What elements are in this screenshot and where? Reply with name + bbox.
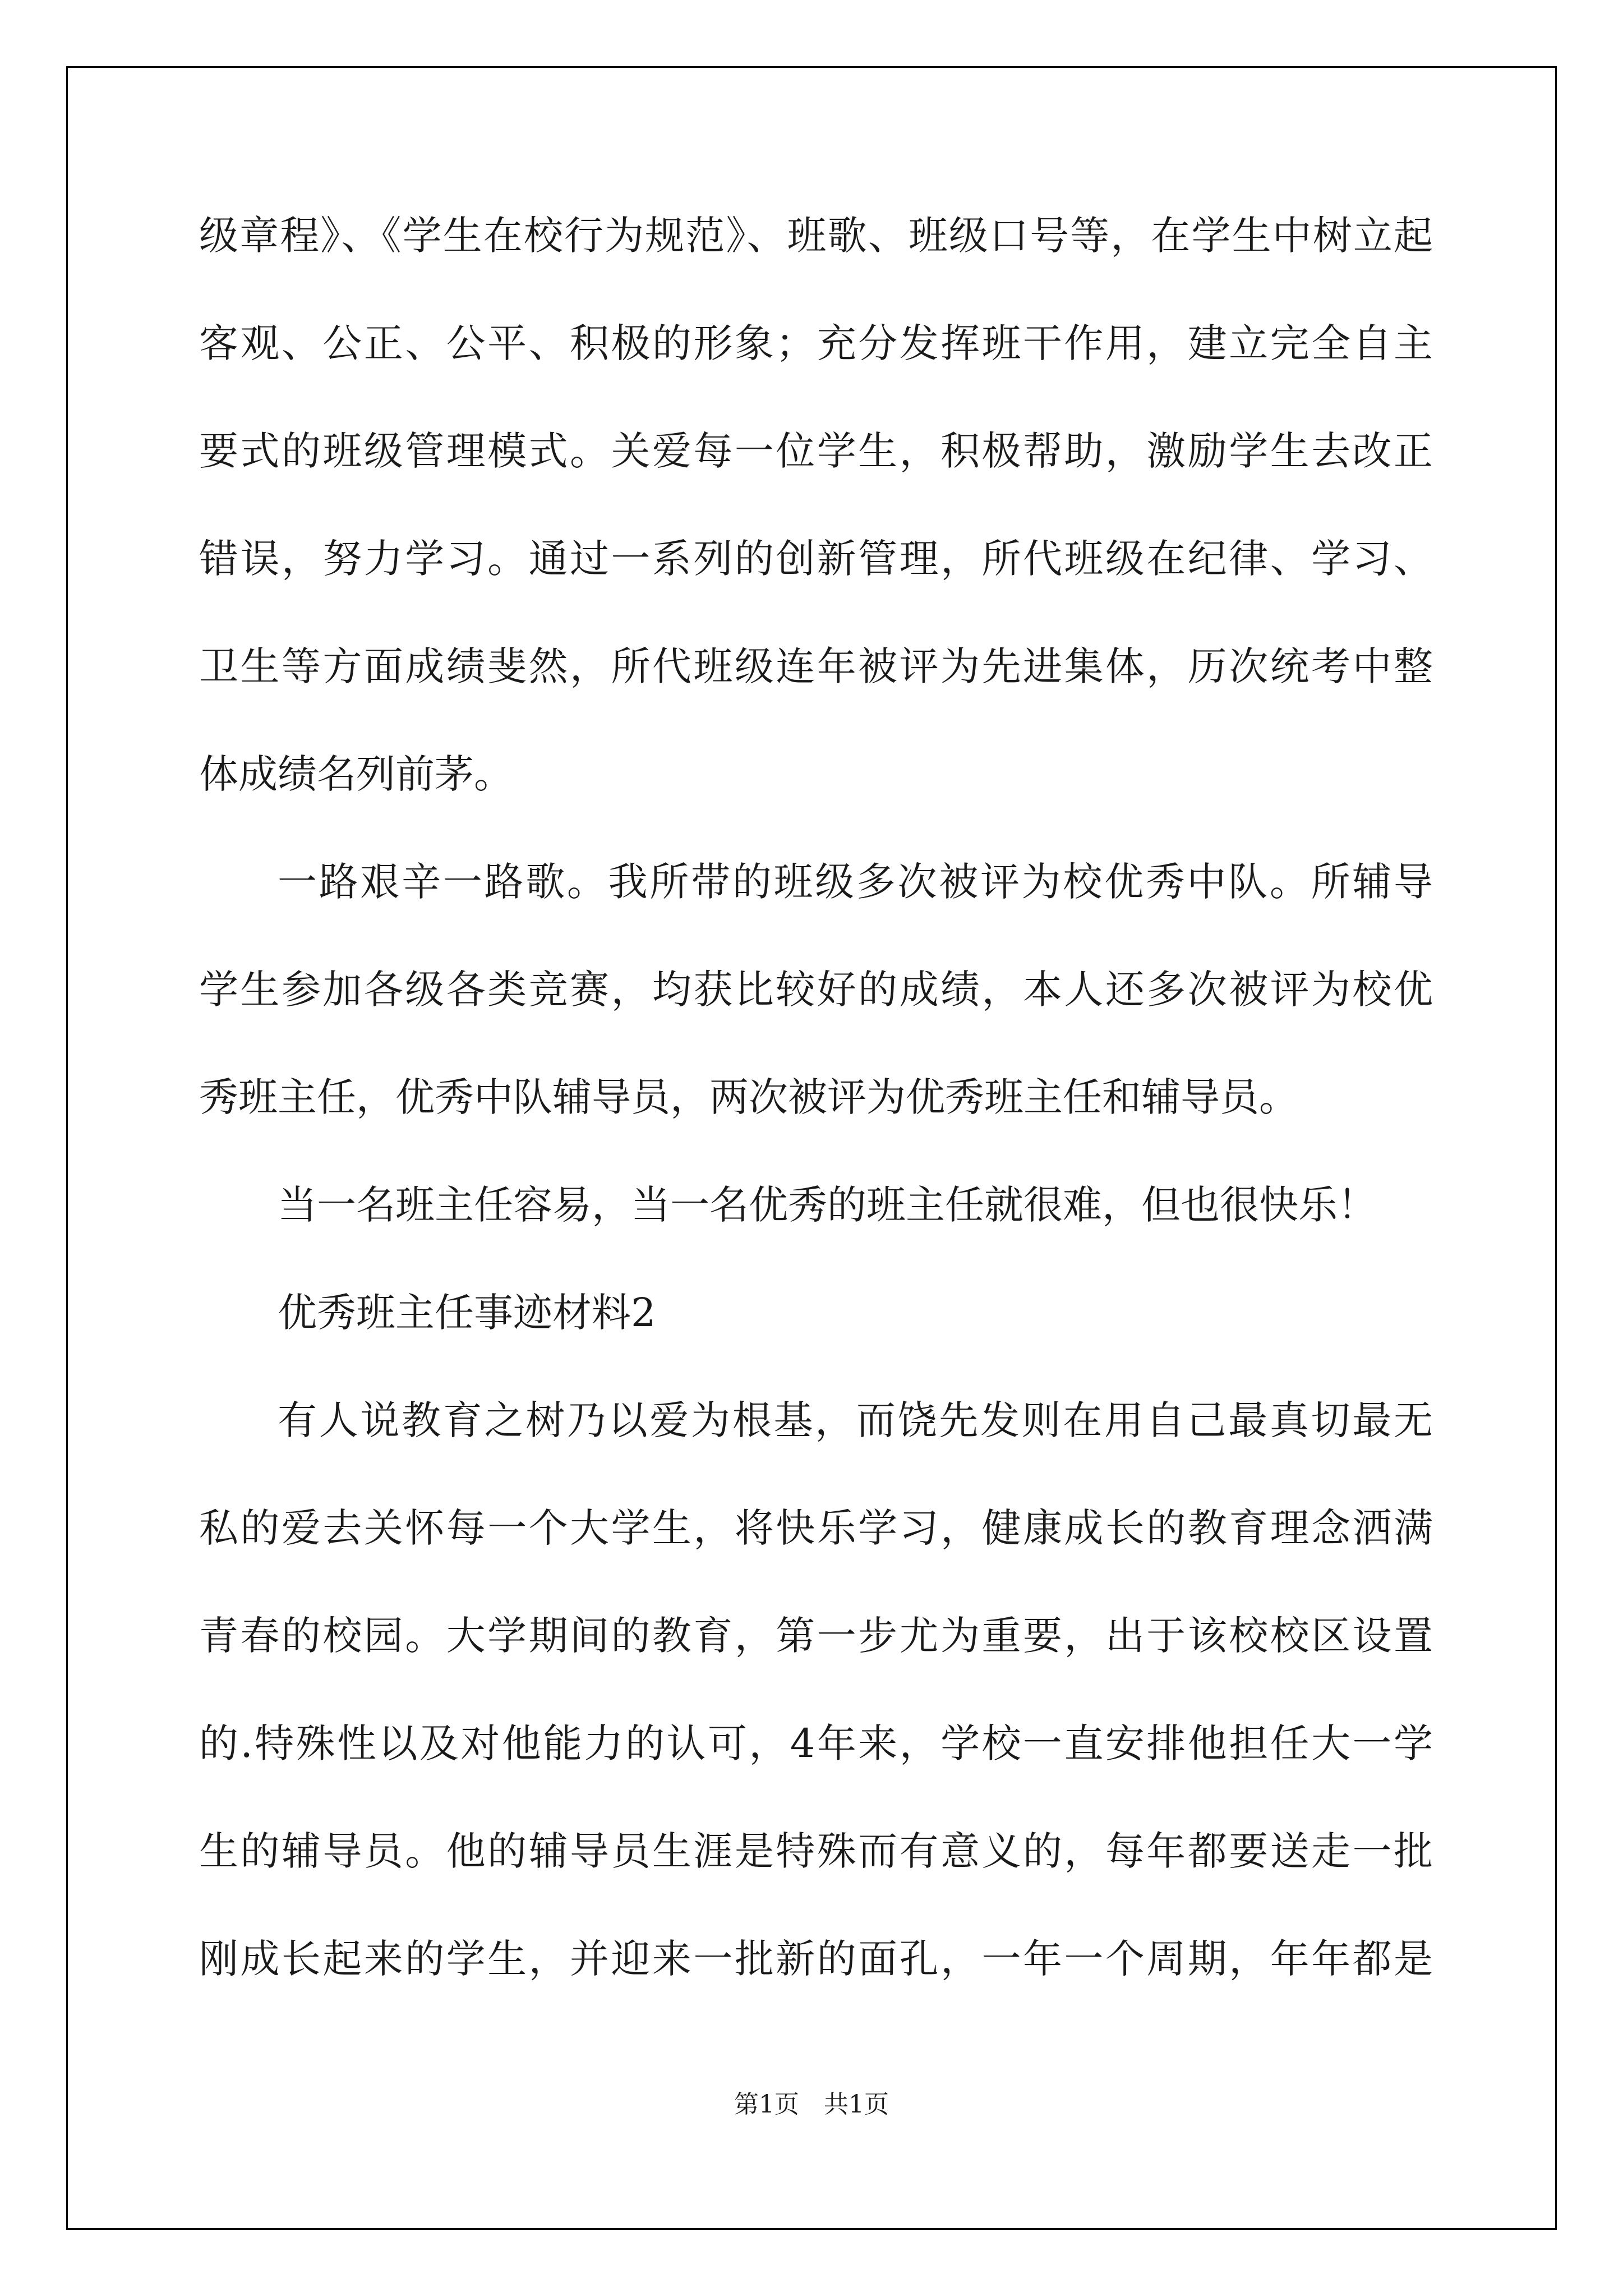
section-heading: 优秀班主任事迹材料2: [278, 1290, 656, 1336]
text-line: 客观、公正、公平、积极的形象；充分发挥班干作用，建立完全自主: [199, 320, 1433, 366]
text-line: 生的辅导员。他的辅导员生涯是特殊而有意义的，每年都要送走一批: [199, 1828, 1433, 1874]
text-line: 卫生等方面成绩斐然，所代班级连年被评为先进集体，历次统考中整: [199, 643, 1433, 689]
text-line: 私的爱去关怀每一个大学生，将快乐学习，健康成长的教育理念洒满: [199, 1505, 1433, 1551]
text-line: 级章程》、《学生在校行为规范》、班歌、班级口号等，在学生中树立起: [199, 213, 1433, 259]
text-line: 有人说教育之树乃以爱为根基，而饶先发则在用自己最真切最无: [278, 1397, 1433, 1443]
text-line: 秀班主任，优秀中队辅导员，两次被评为优秀班主任和辅导员。: [199, 1074, 1298, 1120]
text-line: 当一名班主任容易，当一名优秀的班主任就很难，但也很快乐！: [278, 1182, 1377, 1228]
text-line: 刚成长起来的学生，并迎来一批新的面孔，一年一个周期，年年都是: [199, 1936, 1433, 1982]
text-line: 学生参加各级各类竞赛，均获比较好的成绩，本人还多次被评为校优: [199, 967, 1433, 1013]
page-number-footer: 第1页 共1页: [734, 2090, 889, 2119]
text-line: 要式的班级管理模式。关爱每一位学生，积极帮助，激励学生去改正: [199, 428, 1433, 474]
text-line: 体成绩名列前茅。: [199, 751, 513, 797]
text-line: 一路艰辛一路歌。我所带的班级多次被评为校优秀中队。所辅导: [278, 859, 1433, 905]
document-body: [199, 213, 1433, 2044]
text-line: 的.特殊性以及对他能力的认可，4年来，学校一直安排他担任大一学: [199, 1720, 1433, 1766]
text-line: 错误，努力学习。通过一系列的创新管理，所代班级在纪律、学习、: [199, 536, 1433, 582]
text-line: 青春的校园。大学期间的教育，第一步尤为重要，出于该校校区设置: [199, 1613, 1433, 1659]
